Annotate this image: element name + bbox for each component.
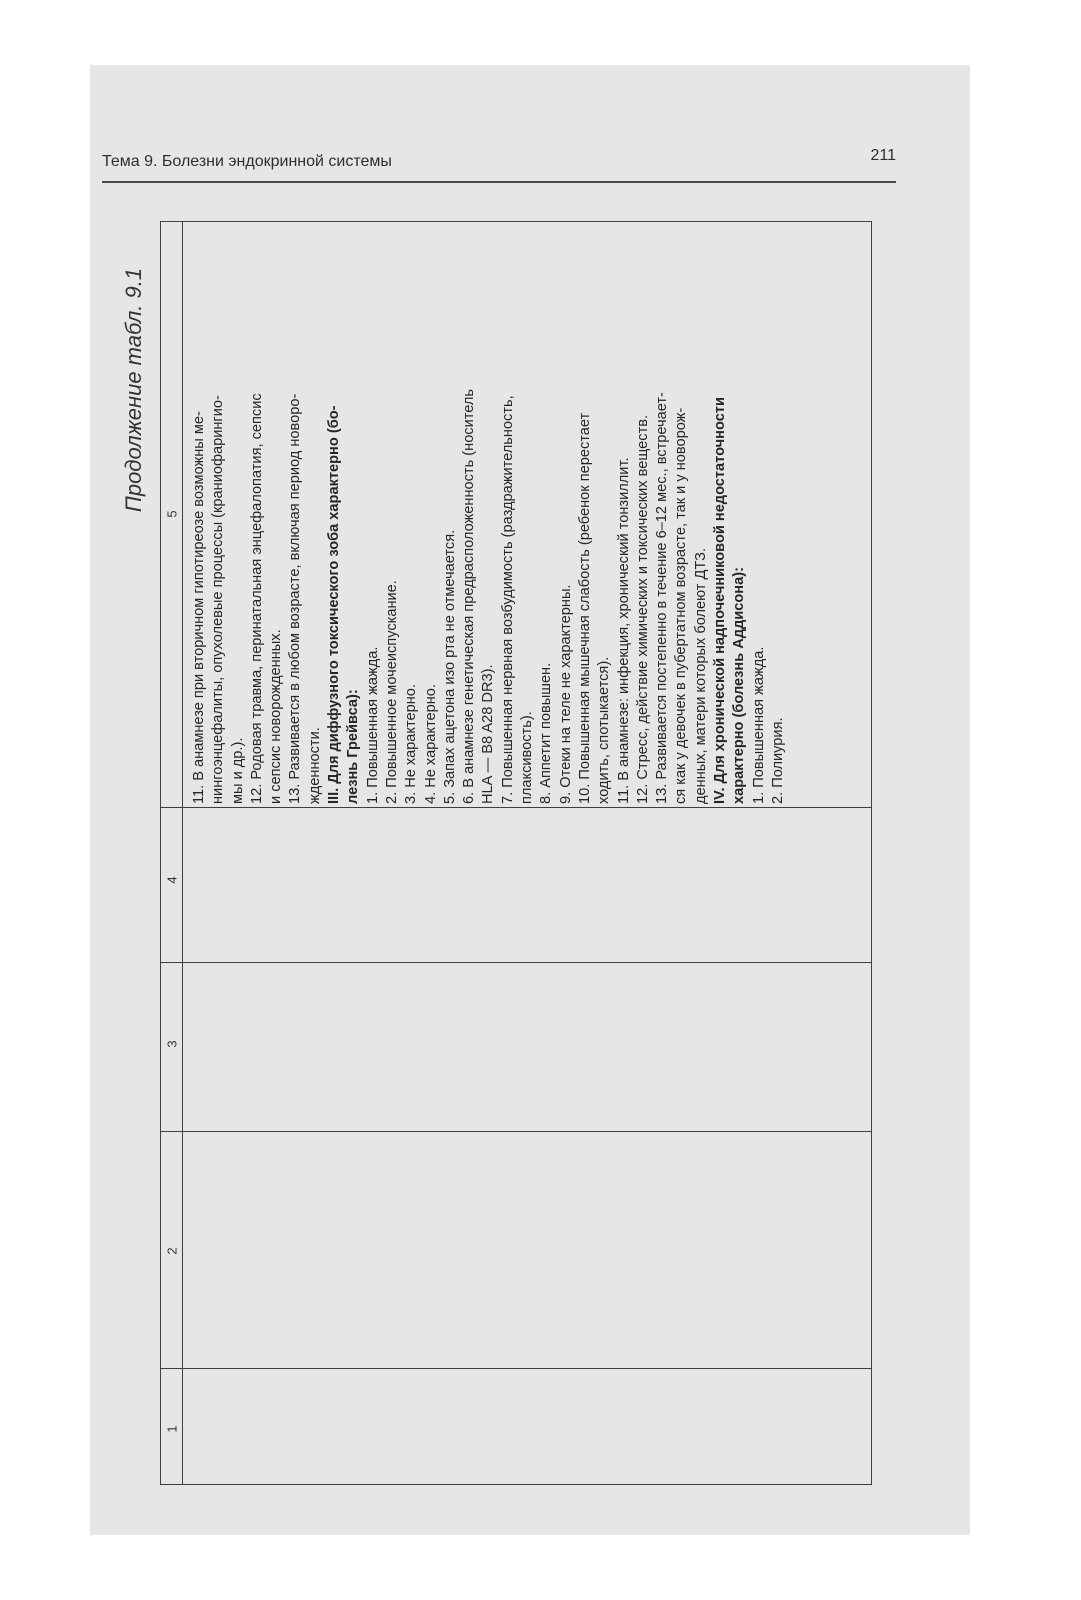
column-5-text — [190, 224, 866, 804]
table-header-row — [161, 222, 183, 1484]
column-divider-3-2 — [161, 1131, 871, 1132]
column-header-3: 3 — [164, 1040, 180, 1048]
column-5-line: мы и др.). — [229, 737, 246, 804]
table-continuation-caption — [116, 223, 152, 557]
column-divider-5-4 — [161, 807, 871, 808]
running-header-title: Тема 9. Болезни эндокринной системы — [102, 153, 392, 170]
column-5-line: нингоэнцефалиты, опухолевые процессы (краниофарингио- — [210, 395, 227, 804]
column-divider-4-3 — [161, 962, 871, 963]
column-5-line: 11. В анамнезе при вторичном гипотиреозе возможны ме- — [191, 411, 207, 804]
column-5-line: 9. Отеки на теле не характерны. — [557, 584, 574, 804]
column-5-line: 10. Повышенная мышечная слабость (ребенок перестает — [576, 412, 593, 804]
column-header-4: 4 — [164, 876, 180, 884]
column-divider-2-1 — [161, 1368, 871, 1369]
column-header-2: 2 — [164, 1247, 180, 1255]
column-5-line: и сепсис новорожденных. — [268, 629, 285, 804]
column-5-line: 1. Повышенная жажда. — [750, 646, 767, 804]
column-5-line: характерно (болезнь Аддисона): — [731, 567, 748, 804]
column-5-line: 3. Не характерно. — [403, 684, 420, 804]
column-header-5: 5 — [164, 510, 180, 518]
page-sheet — [90, 65, 970, 1535]
column-header-1: 1 — [164, 1425, 180, 1433]
column-5-line: 1. Повышенная жажда. — [364, 646, 381, 804]
column-5-line: 5. Запах ацетона изо рта не отмечается. — [441, 529, 458, 804]
data-table — [160, 221, 872, 1485]
column-5-line: 2. Повышенное мочеиспускание. — [383, 580, 400, 804]
column-5-line: 8. Аппетит повышен. — [538, 662, 555, 804]
column-5-line: жденности. — [306, 727, 323, 804]
column-5-line: лезнь Грейвса): — [345, 689, 362, 804]
running-header — [102, 147, 896, 183]
column-5-line: денных, матери которых болеют ДТЗ. — [692, 547, 709, 804]
column-5-line: ходить, спотыкается). — [596, 656, 613, 804]
column-5-line: 4. Не характерно. — [422, 684, 439, 804]
column-5-line: 13. Развивается постепенно в течение 6–12 мес., встречает- — [654, 392, 671, 804]
page-number: 211 — [870, 147, 896, 164]
column-5-line: 13. Развивается в любом возрасте, включая период новоро- — [287, 393, 304, 804]
column-5-line: HLA — B8 A28 DR3). — [480, 664, 497, 804]
column-5-line: III. Для диффузного токсического зоба характерно (бо- — [326, 405, 343, 804]
column-5-line: плаксивость). — [519, 711, 536, 804]
column-5-line: 6. В анамнезе генетическая предрасположенность (носитель — [461, 388, 478, 804]
column-5-line: ся как у девочек в пубертатном возрасте, так и у новорож- — [673, 407, 690, 804]
column-5-line: 2. Полиурия. — [769, 717, 786, 804]
column-5-line: 12. Родовая травма, перинатальная энцефалопатия, сепсис — [248, 393, 265, 804]
column-5-cell — [183, 222, 873, 807]
table-continuation-label: Продолжение табл. 9.1 — [121, 267, 146, 513]
column-5-line: 11. В анамнезе: инфекция, хронический тонзиллит. — [615, 457, 632, 804]
column-5-line: 12. Стресс, действие химических и токсических веществ. — [634, 414, 651, 804]
column-5-line: IV. Для хронической надпочечниковой недостаточности — [712, 397, 729, 804]
column-5-line: 7. Повышенная нервная возбудимость (раздражительность, — [499, 395, 516, 804]
